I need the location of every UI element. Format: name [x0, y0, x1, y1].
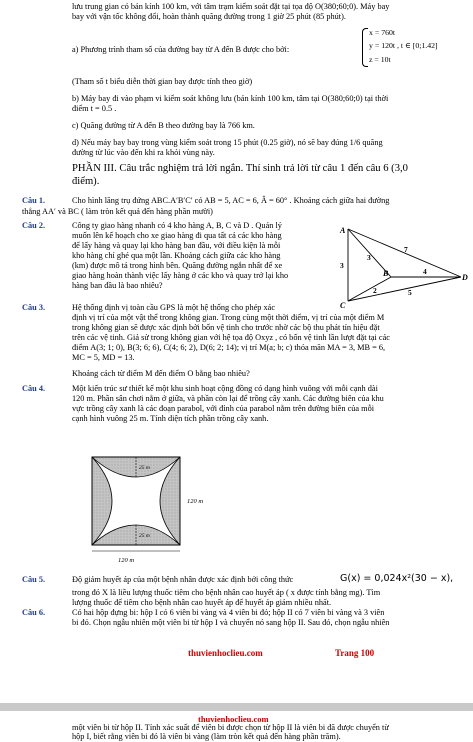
- question-5-line: Độ giảm huyết áp của một bệnh nhân được xác định bởi công thức: [72, 575, 294, 584]
- question-3-line: Khoảng cách từ điểm M đến điểm O bằng bao nhiêu?: [72, 369, 250, 378]
- question-5-formula: G(x) = 0,024x²(30 − x),: [340, 573, 454, 584]
- vertex-label: B: [383, 269, 389, 278]
- system-eq-3: z = 10t: [369, 55, 391, 64]
- question-2-label: Câu 2.: [22, 221, 46, 230]
- system-eq-2: y = 120t , t ∈ [0;1.42]: [369, 41, 438, 50]
- question-2-line: hàng ban đầu là bao nhiêu?: [72, 281, 163, 290]
- question-2-line: giao hàng hoàn thành việc lấy hàng ở các kho và quay trở lại kho: [72, 271, 289, 280]
- parameter-note: (Tham số t biểu diễn thời gian bay được tính theo giờ): [72, 77, 253, 86]
- question-6-line: bi đỏ. Chọn ngẫu nhiên một viên bi từ hộp I và chuyển nó sang hộp II. Sau đó, chọn ngẫu nhiên: [72, 618, 390, 627]
- footer-page-number: Trang 100: [335, 648, 375, 658]
- next-page-line: một viên bi từ hộp II. Tính xác suất để viên bi được chọn từ hộp II là viên bi đã được chuyển từ: [72, 723, 389, 732]
- question-4-line: vực trồng cây xanh là các đoạn parabol, với đỉnh của parabol nằm trên đường biên của mỗi: [72, 404, 375, 413]
- warehouse-graph-figure: [336, 224, 468, 312]
- question-6-label: Câu 6.: [22, 608, 46, 617]
- edge-c-d: [348, 277, 461, 301]
- next-page: [0, 711, 473, 740]
- edge-c-b: [348, 277, 391, 301]
- question-4-line: Một kiến trúc sư thiết kế một khu sinh hoạt cộng đồng có dạng hình vuông với mỗi cạnh dài: [72, 384, 378, 393]
- question-1-line: thẳng AA′ và BC ( làm tròn kết quả đến hàng phần mười): [22, 207, 213, 216]
- item-d-line: d) Nếu máy bay bay trong vùng kiểm soát trong 15 phút (0.25 giờ), nó sẽ bay đúng 1/6 quãng: [72, 138, 383, 147]
- section-heading: [72, 162, 462, 188]
- question-3-label: Câu 3.: [22, 303, 46, 312]
- question-3-line: trên các vệ tinh. Giả sử trong không gian với hệ tọa độ Oxyz , có bốn vệ tinh lần lượt đặt tại các: [72, 333, 390, 342]
- question-6-line: Có hai hộp đựng bi: hộp I có 6 viên bi vàng và 4 viên bi đỏ; hộp II có 7 viên bi vàng và 3 viên: [72, 608, 385, 617]
- question-3-line: Hệ thống định vị toàn cầu GPS là một hệ thống cho phép xác: [72, 303, 276, 312]
- system-brace: [362, 28, 368, 67]
- section-heading-line: PHẦN III. Câu trắc nghiệm trả lời ngắn. Thí sinh trả lời từ câu 1 đến câu 6 (3,0: [72, 163, 408, 174]
- paragraph-line: bay với vận tốc không đổi, hoàn thành quãng đường trong 1 giờ 25 phút (85 phút).: [72, 12, 346, 21]
- edge-weight: 3: [340, 261, 344, 270]
- question-2-line: để lấy hàng và quay lại kho hàng ban đầu, với điều kiện là mỗi: [72, 241, 281, 250]
- bottom-depth-label: 25 m: [139, 533, 150, 539]
- question-5-line: trong đó X là liều lượng thuốc tiêm cho bệnh nhân cao huyết áp ( x được tính bằng mg). Tìm: [72, 588, 381, 597]
- question-5-label: Câu 5.: [22, 575, 46, 584]
- top-depth-label: 25 m: [139, 465, 150, 471]
- footer-site-link[interactable]: thuvienhoclieu.com: [188, 648, 263, 658]
- edge-weight: 3: [367, 253, 371, 262]
- item-b-line: điểm t = 0.5 .: [72, 104, 117, 113]
- question-5-line: lượng thuốc để tiêm cho bệnh nhân cao huyết áp để huyết áp giảm nhiều nhất.: [72, 598, 332, 607]
- question-1-label: Câu 1.: [22, 196, 46, 205]
- page-separator: [0, 703, 473, 711]
- edge-weight: 7: [404, 245, 408, 254]
- side-length-label: 120 m: [187, 498, 204, 505]
- question-3-line: trong không gian sẽ được xác định bởi bốn vệ tinh cho trước nhờ các bộ thu phát tín hiệu đặt: [72, 323, 380, 332]
- edge-weight: 2: [373, 286, 377, 295]
- vertex-label: A: [340, 226, 346, 235]
- question-2-line: (km) được mô tả trong hình bên. Quãng đường ngắn nhất để xe: [72, 261, 283, 270]
- item-a-text: a) Phương trình tham số của đường bay từ A đến B được cho bởi:: [72, 45, 290, 54]
- question-2-line: Công ty giao hàng nhanh có 4 kho hàng A, B, C và D . Quản lý: [72, 221, 282, 230]
- vertex-label: D: [462, 273, 468, 282]
- question-2-line: muốn lên kế hoạch cho xe giao hàng đi qua tất cả các kho hàng: [72, 231, 282, 240]
- next-page-line: hộp I, biết rằng viên bi đó là viên bi vàng (làm tròn kết quả đến hàng phần trăm).: [72, 732, 341, 741]
- next-page-site-link[interactable]: thuvienhoclieu.com: [198, 714, 269, 724]
- question-4-label: Câu 4.: [22, 384, 46, 393]
- item-d-line: đường từ lúc vào đến khi ra khỏi vùng này.: [72, 148, 215, 157]
- edge-weight: 4: [423, 267, 427, 276]
- section-heading-line: điểm).: [72, 176, 100, 187]
- question-4-line: cạnh hình vuông 25 m. Tính diện tích phần trồng cây xanh.: [72, 414, 269, 423]
- question-2-line: kho hàng chỉ ghé qua một lần. Khoảng cách giữa các kho hàng: [72, 251, 281, 260]
- question-3-line: định vị trí của một vật thể trong không gian. Trong cùng một thời điểm, vị trí của một điểm M: [72, 313, 385, 322]
- question-3-line: MC = 5, MD = 13.: [72, 353, 135, 362]
- edge-weight: 5: [408, 288, 412, 297]
- item-c-line: c) Quãng đường từ A đến B theo đường bay là 766 km.: [72, 121, 255, 130]
- item-b-line: b) Máy bay đi vào phạm vi kiểm soát không lưu (bán kính 100 km, tâm tại O(380;60;0) tại thời: [72, 94, 389, 103]
- park-design-figure: [90, 455, 240, 570]
- system-eq-1: x = 760t: [369, 28, 396, 37]
- width-label: 120 m: [118, 557, 135, 564]
- question-1-line: Cho hình lăng trụ đứng ABC.A′B′C′ có AB = 5, AC = 6, Â = 60° . Khoảng cách giữa hai đường: [72, 196, 390, 205]
- vertex-label: C: [340, 301, 346, 310]
- question-4-line: 120 m. Phần sân chơi nằm ở giữa, và phần còn lại để trồng cây xanh. Các đường biên của khu: [72, 394, 384, 403]
- question-3-line: điểm A(3; 1; 0), B(3; 6; 6), C(4; 6; 2), D(6; 2; 14); vị trí M(a; b; c) thỏa mãn MA = 3, MB = 6,: [72, 343, 386, 352]
- paragraph-line: lưu trung gian có bán kính 100 km, với tâm trạm kiểm soát đặt tại tọa độ O(380;60;0). Máy bay: [72, 2, 390, 11]
